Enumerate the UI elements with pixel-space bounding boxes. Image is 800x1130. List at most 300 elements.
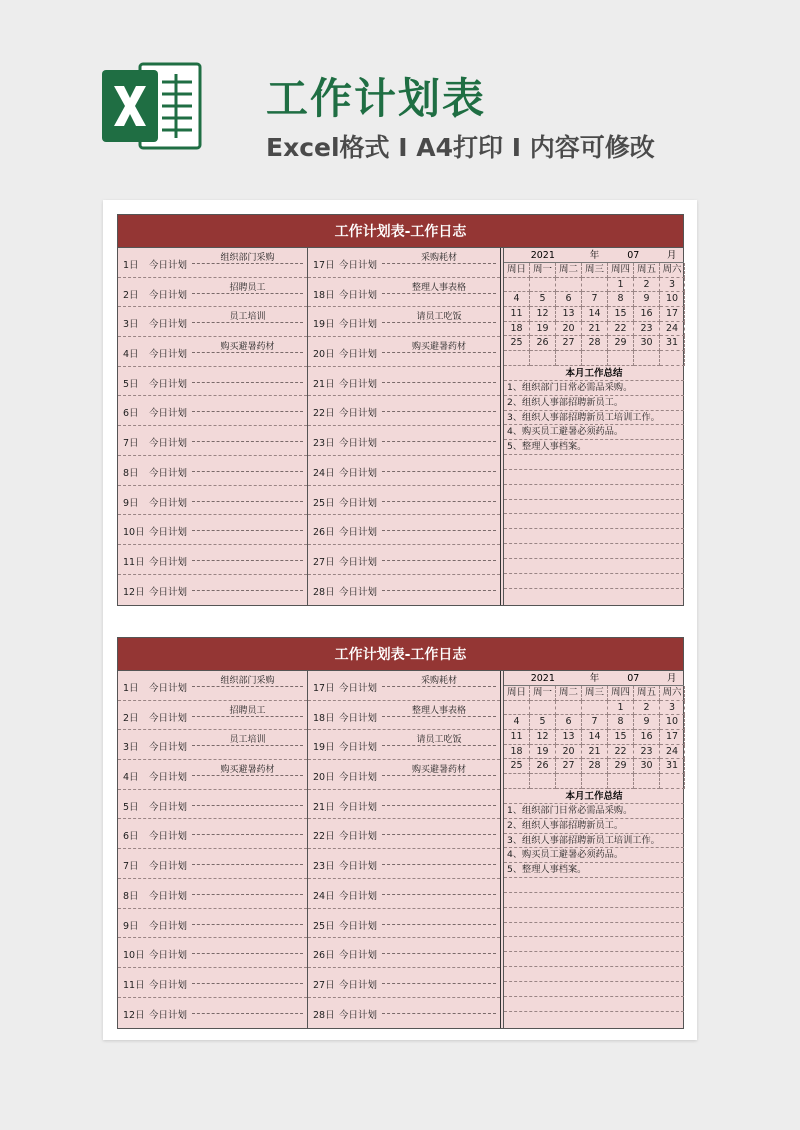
calendar-day[interactable] bbox=[504, 278, 530, 293]
calendar-day[interactable]: 28 bbox=[582, 759, 608, 774]
calendar-month: 07 bbox=[627, 673, 640, 684]
plan-row[interactable] bbox=[118, 396, 307, 426]
calendar-day[interactable]: 27 bbox=[556, 759, 582, 774]
plan-row[interactable] bbox=[308, 456, 500, 486]
day-label: 19日 bbox=[313, 319, 335, 331]
calendar-day[interactable]: 31 bbox=[660, 759, 685, 774]
calendar-day[interactable]: 9 bbox=[634, 292, 660, 307]
calendar-day[interactable] bbox=[530, 351, 556, 366]
plan-row[interactable] bbox=[308, 278, 500, 308]
plan-task[interactable]: 购买避暑药材 bbox=[220, 765, 275, 776]
summary-line[interactable] bbox=[504, 589, 684, 604]
calendar-day[interactable]: 4 bbox=[504, 292, 530, 307]
calendar-day[interactable]: 2 bbox=[634, 701, 660, 716]
calendar-day[interactable]: 6 bbox=[556, 715, 582, 730]
calendar-day[interactable] bbox=[504, 701, 530, 716]
calendar-header bbox=[504, 671, 684, 686]
plan-row[interactable] bbox=[308, 909, 500, 939]
summary-line[interactable] bbox=[504, 470, 684, 485]
today-plan-label: 今日计划 bbox=[339, 920, 378, 932]
calendar-day[interactable]: 21 bbox=[582, 322, 608, 337]
plan-row[interactable] bbox=[118, 575, 307, 605]
plan-underline bbox=[382, 953, 496, 954]
calendar-day[interactable] bbox=[582, 351, 608, 366]
plan-row[interactable] bbox=[118, 367, 307, 397]
calendar-day[interactable]: 23 bbox=[634, 322, 660, 337]
day-label: 4日 bbox=[123, 349, 139, 361]
day-label: 21日 bbox=[313, 801, 335, 813]
plan-task[interactable]: 员工培训 bbox=[229, 312, 266, 323]
calendar-day[interactable]: 7 bbox=[582, 715, 608, 730]
day-label: 17日 bbox=[313, 683, 335, 694]
plan-underline bbox=[192, 1013, 303, 1014]
calendar-day[interactable]: 16 bbox=[634, 730, 660, 745]
summary-line[interactable] bbox=[504, 574, 684, 589]
summary-line[interactable]: 4、购买员工避暑必须药品。 bbox=[504, 848, 684, 863]
plan-row[interactable] bbox=[118, 545, 307, 575]
plan-row[interactable] bbox=[118, 849, 307, 879]
today-plan-label: 今日计划 bbox=[339, 408, 378, 420]
calendar-year-label: 年 bbox=[589, 673, 600, 684]
today-plan-label: 今日计划 bbox=[339, 801, 378, 813]
calendar-day[interactable]: 11 bbox=[504, 730, 530, 745]
calendar-day[interactable] bbox=[504, 774, 530, 789]
calendar-weekday: 周一 bbox=[530, 263, 556, 278]
plan-task[interactable]: 招聘员工 bbox=[229, 282, 266, 293]
plan-task[interactable]: 整理人事表格 bbox=[411, 282, 466, 293]
plan-row[interactable] bbox=[308, 248, 500, 278]
calendar-day[interactable]: 19 bbox=[530, 745, 556, 760]
plan-row[interactable] bbox=[118, 278, 307, 308]
plan-underline bbox=[382, 745, 496, 746]
plan-underline bbox=[192, 924, 303, 925]
summary-line[interactable] bbox=[504, 997, 684, 1012]
plan-row[interactable] bbox=[118, 701, 307, 731]
calendar-day[interactable]: 22 bbox=[608, 745, 634, 760]
today-plan-label: 今日计划 bbox=[149, 438, 188, 450]
day-label: 11日 bbox=[123, 979, 145, 991]
plan-underline bbox=[382, 471, 496, 472]
plan-row[interactable] bbox=[118, 968, 307, 998]
today-plan-label: 今日计划 bbox=[149, 260, 188, 271]
day-label: 23日 bbox=[313, 861, 335, 873]
calendar-weekday: 周六 bbox=[660, 686, 685, 701]
calendar-day[interactable]: 12 bbox=[530, 307, 556, 322]
today-plan-label: 今日计划 bbox=[149, 289, 188, 301]
today-plan-label: 今日计划 bbox=[339, 260, 378, 271]
day-label: 4日 bbox=[123, 772, 139, 784]
calendar-day[interactable]: 21 bbox=[582, 745, 608, 760]
today-plan-label: 今日计划 bbox=[149, 319, 188, 331]
summary-line[interactable] bbox=[504, 952, 684, 967]
day-label: 2日 bbox=[123, 289, 139, 301]
plan-task[interactable]: 员工培训 bbox=[229, 735, 266, 746]
calendar-day[interactable]: 5 bbox=[530, 715, 556, 730]
calendar-weekday: 周日 bbox=[504, 686, 530, 701]
calendar-day[interactable]: 3 bbox=[660, 278, 685, 293]
calendar-day[interactable] bbox=[634, 774, 660, 789]
calendar-day[interactable]: 18 bbox=[504, 745, 530, 760]
day-label: 9日 bbox=[123, 497, 139, 509]
summary-line[interactable] bbox=[504, 982, 684, 997]
calendar-day[interactable]: 13 bbox=[556, 730, 582, 745]
plan-task[interactable]: 请员工吃饭 bbox=[416, 312, 462, 323]
calendar-day[interactable]: 14 bbox=[582, 730, 608, 745]
summary-line[interactable]: 5、整理人事档案。 bbox=[504, 863, 684, 878]
today-plan-label: 今日计划 bbox=[149, 408, 188, 420]
day-label: 27日 bbox=[313, 556, 335, 568]
plan-underline bbox=[382, 864, 496, 865]
calendar-day[interactable] bbox=[634, 351, 660, 366]
plan-row[interactable] bbox=[118, 730, 307, 760]
calendar-day[interactable] bbox=[556, 351, 582, 366]
day-label: 25日 bbox=[313, 497, 335, 509]
calendar-day[interactable]: 17 bbox=[660, 307, 685, 322]
plan-row[interactable] bbox=[308, 515, 500, 545]
today-plan-label: 今日计划 bbox=[339, 683, 378, 694]
plan-column-right bbox=[308, 248, 501, 605]
calendar-day[interactable] bbox=[504, 351, 530, 366]
summary-title: 本月工作总结 bbox=[504, 789, 684, 804]
plan-row[interactable] bbox=[118, 938, 307, 968]
calendar-weekday: 周日 bbox=[504, 263, 530, 278]
plan-row[interactable] bbox=[308, 367, 500, 397]
day-label: 26日 bbox=[313, 950, 335, 962]
plan-row[interactable] bbox=[118, 337, 307, 367]
calendar-day[interactable] bbox=[556, 278, 582, 293]
plan-row[interactable] bbox=[308, 968, 500, 998]
calendar-day[interactable]: 26 bbox=[530, 759, 556, 774]
today-plan-label: 今日计划 bbox=[339, 979, 378, 991]
calendar-day[interactable]: 16 bbox=[634, 307, 660, 322]
calendar-day[interactable]: 25 bbox=[504, 336, 530, 351]
day-label: 18日 bbox=[313, 712, 335, 724]
today-plan-label: 今日计划 bbox=[149, 556, 188, 568]
calendar-day[interactable] bbox=[530, 278, 556, 293]
plan-underline bbox=[192, 352, 303, 353]
summary-line[interactable] bbox=[504, 455, 684, 470]
plan-row[interactable] bbox=[308, 790, 500, 820]
day-label: 20日 bbox=[313, 349, 335, 361]
calendar-day[interactable]: 30 bbox=[634, 759, 660, 774]
summary-line[interactable] bbox=[504, 559, 684, 574]
today-plan-label: 今日计划 bbox=[339, 950, 378, 962]
plan-row[interactable] bbox=[118, 307, 307, 337]
day-label: 12日 bbox=[123, 586, 145, 598]
calendar-day[interactable]: 15 bbox=[608, 730, 634, 745]
day-label: 7日 bbox=[123, 438, 139, 450]
calendar-day[interactable]: 24 bbox=[660, 745, 685, 760]
today-plan-label: 今日计划 bbox=[339, 319, 378, 331]
calendar-day[interactable]: 8 bbox=[608, 715, 634, 730]
plan-row[interactable] bbox=[118, 515, 307, 545]
plan-row[interactable] bbox=[118, 456, 307, 486]
plan-underline bbox=[192, 322, 303, 323]
plan-row[interactable] bbox=[308, 819, 500, 849]
calendar-year: 2021 bbox=[530, 250, 555, 261]
summary-line[interactable] bbox=[504, 893, 684, 908]
calendar-weekday: 周一 bbox=[530, 686, 556, 701]
today-plan-label: 今日计划 bbox=[149, 349, 188, 361]
today-plan-label: 今日计划 bbox=[339, 772, 378, 784]
calendar-weekday: 周五 bbox=[634, 263, 660, 278]
plan-task[interactable]: 购买避暑药材 bbox=[411, 342, 466, 353]
calendar-day[interactable] bbox=[582, 774, 608, 789]
summary-line[interactable]: 3、组织人事部招聘新员工培训工作。 bbox=[504, 834, 684, 849]
calendar-grid bbox=[504, 686, 684, 789]
calendar-day[interactable]: 23 bbox=[634, 745, 660, 760]
plan-underline bbox=[382, 441, 496, 442]
plan-underline bbox=[382, 382, 496, 383]
today-plan-label: 今日计划 bbox=[339, 712, 378, 724]
day-label: 20日 bbox=[313, 772, 335, 784]
calendar-day[interactable]: 4 bbox=[504, 715, 530, 730]
calendar-day[interactable]: 17 bbox=[660, 730, 685, 745]
summary-line[interactable] bbox=[504, 878, 684, 893]
calendar-day[interactable] bbox=[582, 278, 608, 293]
summary-line[interactable]: 4、购买员工避暑必须药品。 bbox=[504, 425, 684, 440]
summary-line[interactable] bbox=[504, 544, 684, 559]
day-label: 26日 bbox=[313, 527, 335, 539]
plan-row[interactable] bbox=[308, 396, 500, 426]
plan-row[interactable] bbox=[118, 486, 307, 516]
calendar-day[interactable]: 18 bbox=[504, 322, 530, 337]
plan-task[interactable]: 购买避暑药材 bbox=[220, 342, 275, 353]
plan-underline bbox=[382, 322, 496, 323]
calendar-day[interactable] bbox=[556, 701, 582, 716]
plan-row[interactable] bbox=[118, 819, 307, 849]
plan-underline bbox=[382, 983, 496, 984]
summary-line[interactable]: 2、组织人事部招聘新员工。 bbox=[504, 396, 684, 411]
app-subtitle: Excel格式 I A4打印 I 内容可修改 bbox=[266, 133, 655, 162]
day-label: 22日 bbox=[313, 408, 335, 420]
calendar-day[interactable] bbox=[660, 774, 685, 789]
calendar-day[interactable]: 20 bbox=[556, 322, 582, 337]
calendar-summary-panel bbox=[503, 248, 684, 605]
summary-line[interactable] bbox=[504, 908, 684, 923]
plan-task[interactable]: 招聘员工 bbox=[229, 705, 266, 716]
calendar-day[interactable]: 7 bbox=[582, 292, 608, 307]
plan-task[interactable]: 请员工吃饭 bbox=[416, 735, 462, 746]
today-plan-label: 今日计划 bbox=[149, 772, 188, 784]
plan-underline bbox=[192, 686, 303, 687]
summary-line[interactable] bbox=[504, 937, 684, 952]
calendar-day[interactable]: 31 bbox=[660, 336, 685, 351]
day-label: 17日 bbox=[313, 260, 335, 271]
app-title: 工作计划表 bbox=[266, 74, 487, 123]
day-label: 7日 bbox=[123, 861, 139, 873]
plan-row[interactable] bbox=[308, 575, 500, 605]
today-plan-label: 今日计划 bbox=[339, 586, 378, 598]
work-plan-sheet bbox=[117, 214, 684, 606]
calendar-day[interactable]: 11 bbox=[504, 307, 530, 322]
day-label: 11日 bbox=[123, 556, 145, 568]
day-label: 18日 bbox=[313, 289, 335, 301]
calendar-weekday: 周四 bbox=[608, 263, 634, 278]
plan-task[interactable]: 组织部门采购 bbox=[220, 676, 275, 686]
calendar-day[interactable]: 1 bbox=[608, 701, 634, 716]
today-plan-label: 今日计划 bbox=[339, 1009, 378, 1021]
day-label: 23日 bbox=[313, 438, 335, 450]
plan-row[interactable] bbox=[308, 337, 500, 367]
plan-row[interactable] bbox=[308, 879, 500, 909]
plan-row[interactable] bbox=[308, 486, 500, 516]
calendar-day[interactable]: 3 bbox=[660, 701, 685, 716]
today-plan-label: 今日计划 bbox=[149, 683, 188, 694]
summary-line[interactable] bbox=[504, 529, 684, 544]
summary-line[interactable] bbox=[504, 500, 684, 515]
header bbox=[0, 0, 800, 190]
calendar-day[interactable]: 5 bbox=[530, 292, 556, 307]
plan-row[interactable] bbox=[308, 307, 500, 337]
day-label: 21日 bbox=[313, 378, 335, 390]
sheet-body bbox=[118, 248, 683, 605]
plan-underline bbox=[382, 686, 496, 687]
calendar-day[interactable]: 9 bbox=[634, 715, 660, 730]
calendar-day[interactable] bbox=[582, 701, 608, 716]
today-plan-label: 今日计划 bbox=[339, 467, 378, 479]
calendar-day[interactable]: 22 bbox=[608, 322, 634, 337]
calendar-day[interactable]: 14 bbox=[582, 307, 608, 322]
plan-row[interactable] bbox=[308, 701, 500, 731]
plan-underline bbox=[192, 590, 303, 591]
today-plan-label: 今日计划 bbox=[149, 831, 188, 843]
day-label: 22日 bbox=[313, 831, 335, 843]
calendar-day[interactable]: 10 bbox=[660, 292, 685, 307]
day-label: 24日 bbox=[313, 467, 335, 479]
plan-task[interactable]: 采购耗材 bbox=[420, 253, 457, 263]
calendar-weekday: 周二 bbox=[556, 263, 582, 278]
plan-row[interactable] bbox=[308, 671, 500, 701]
plan-row[interactable] bbox=[118, 248, 307, 278]
plan-row[interactable] bbox=[308, 545, 500, 575]
plan-task[interactable]: 采购耗材 bbox=[420, 676, 457, 686]
plan-underline bbox=[192, 560, 303, 561]
calendar-day[interactable]: 28 bbox=[582, 336, 608, 351]
plan-underline bbox=[382, 530, 496, 531]
plan-column-right bbox=[308, 671, 501, 1028]
calendar-weekday: 周三 bbox=[582, 263, 608, 278]
today-plan-label: 今日计划 bbox=[339, 349, 378, 361]
summary-line[interactable]: 3、组织人事部招聘新员工培训工作。 bbox=[504, 411, 684, 426]
day-label: 5日 bbox=[123, 378, 139, 390]
today-plan-label: 今日计划 bbox=[149, 527, 188, 539]
calendar-year-label: 年 bbox=[589, 250, 600, 261]
today-plan-label: 今日计划 bbox=[339, 289, 378, 301]
today-plan-label: 今日计划 bbox=[149, 712, 188, 724]
plan-row[interactable] bbox=[118, 998, 307, 1028]
calendar-day[interactable]: 26 bbox=[530, 336, 556, 351]
calendar-day[interactable] bbox=[608, 774, 634, 789]
summary-line[interactable] bbox=[504, 967, 684, 982]
summary-line[interactable]: 5、整理人事档案。 bbox=[504, 440, 684, 455]
day-label: 5日 bbox=[123, 801, 139, 813]
plan-row[interactable] bbox=[308, 998, 500, 1028]
summary-line[interactable] bbox=[504, 514, 684, 529]
today-plan-label: 今日计划 bbox=[339, 556, 378, 568]
day-label: 8日 bbox=[123, 467, 139, 479]
plan-row[interactable] bbox=[308, 938, 500, 968]
plan-underline bbox=[382, 501, 496, 502]
day-label: 19日 bbox=[313, 742, 335, 754]
calendar-day[interactable] bbox=[530, 701, 556, 716]
plan-underline bbox=[192, 411, 303, 412]
plan-column-left bbox=[118, 671, 308, 1028]
calendar-day[interactable]: 8 bbox=[608, 292, 634, 307]
plan-task[interactable]: 组织部门采购 bbox=[220, 253, 275, 263]
plan-underline bbox=[192, 864, 303, 865]
calendar-day[interactable]: 1 bbox=[608, 278, 634, 293]
calendar-day[interactable]: 30 bbox=[634, 336, 660, 351]
plan-underline bbox=[192, 263, 303, 264]
calendar-day[interactable]: 27 bbox=[556, 336, 582, 351]
today-plan-label: 今日计划 bbox=[339, 497, 378, 509]
calendar-day[interactable]: 12 bbox=[530, 730, 556, 745]
calendar-day[interactable]: 15 bbox=[608, 307, 634, 322]
calendar-day[interactable] bbox=[660, 351, 685, 366]
plan-row[interactable] bbox=[118, 879, 307, 909]
calendar-day[interactable]: 10 bbox=[660, 715, 685, 730]
summary-line[interactable] bbox=[504, 485, 684, 500]
calendar-weekday: 周五 bbox=[634, 686, 660, 701]
summary-line[interactable]: 1、组织部门日常必需品采购。 bbox=[504, 381, 684, 396]
calendar-day[interactable]: 24 bbox=[660, 322, 685, 337]
today-plan-label: 今日计划 bbox=[149, 890, 188, 902]
summary-line[interactable]: 1、组织部门日常必需品采购。 bbox=[504, 804, 684, 819]
plan-row[interactable] bbox=[118, 790, 307, 820]
day-label: 28日 bbox=[313, 586, 335, 598]
plan-row[interactable] bbox=[118, 909, 307, 939]
summary-line[interactable] bbox=[504, 923, 684, 938]
plan-underline bbox=[192, 953, 303, 954]
today-plan-label: 今日计划 bbox=[339, 890, 378, 902]
today-plan-label: 今日计划 bbox=[149, 1009, 188, 1021]
today-plan-label: 今日计划 bbox=[149, 467, 188, 479]
day-label: 28日 bbox=[313, 1009, 335, 1021]
plan-task[interactable]: 购买避暑药材 bbox=[411, 765, 466, 776]
calendar-day[interactable]: 6 bbox=[556, 292, 582, 307]
plan-task[interactable]: 整理人事表格 bbox=[411, 705, 466, 716]
calendar-day[interactable]: 19 bbox=[530, 322, 556, 337]
calendar-day[interactable]: 13 bbox=[556, 307, 582, 322]
calendar-day[interactable]: 29 bbox=[608, 336, 634, 351]
calendar-day[interactable]: 25 bbox=[504, 759, 530, 774]
calendar-day[interactable] bbox=[530, 774, 556, 789]
plan-row[interactable] bbox=[308, 730, 500, 760]
calendar-day[interactable]: 20 bbox=[556, 745, 582, 760]
calendar-day[interactable] bbox=[556, 774, 582, 789]
day-label: 6日 bbox=[123, 408, 139, 420]
today-plan-label: 今日计划 bbox=[149, 979, 188, 991]
plan-underline bbox=[382, 263, 496, 264]
sheet-title: 工作计划表-工作日志 bbox=[118, 215, 683, 248]
plan-row[interactable] bbox=[118, 426, 307, 456]
calendar-day[interactable]: 29 bbox=[608, 759, 634, 774]
summary-line[interactable] bbox=[504, 1012, 684, 1027]
calendar-month-label: 月 bbox=[666, 673, 677, 684]
plan-row[interactable] bbox=[308, 760, 500, 790]
plan-row[interactable] bbox=[118, 760, 307, 790]
summary-line[interactable]: 2、组织人事部招聘新员工。 bbox=[504, 819, 684, 834]
calendar-day[interactable] bbox=[608, 351, 634, 366]
calendar-day[interactable]: 2 bbox=[634, 278, 660, 293]
plan-row[interactable] bbox=[308, 426, 500, 456]
plan-underline bbox=[382, 590, 496, 591]
plan-row[interactable] bbox=[308, 849, 500, 879]
today-plan-label: 今日计划 bbox=[339, 527, 378, 539]
plan-row[interactable] bbox=[118, 671, 307, 701]
day-label: 3日 bbox=[123, 319, 139, 331]
